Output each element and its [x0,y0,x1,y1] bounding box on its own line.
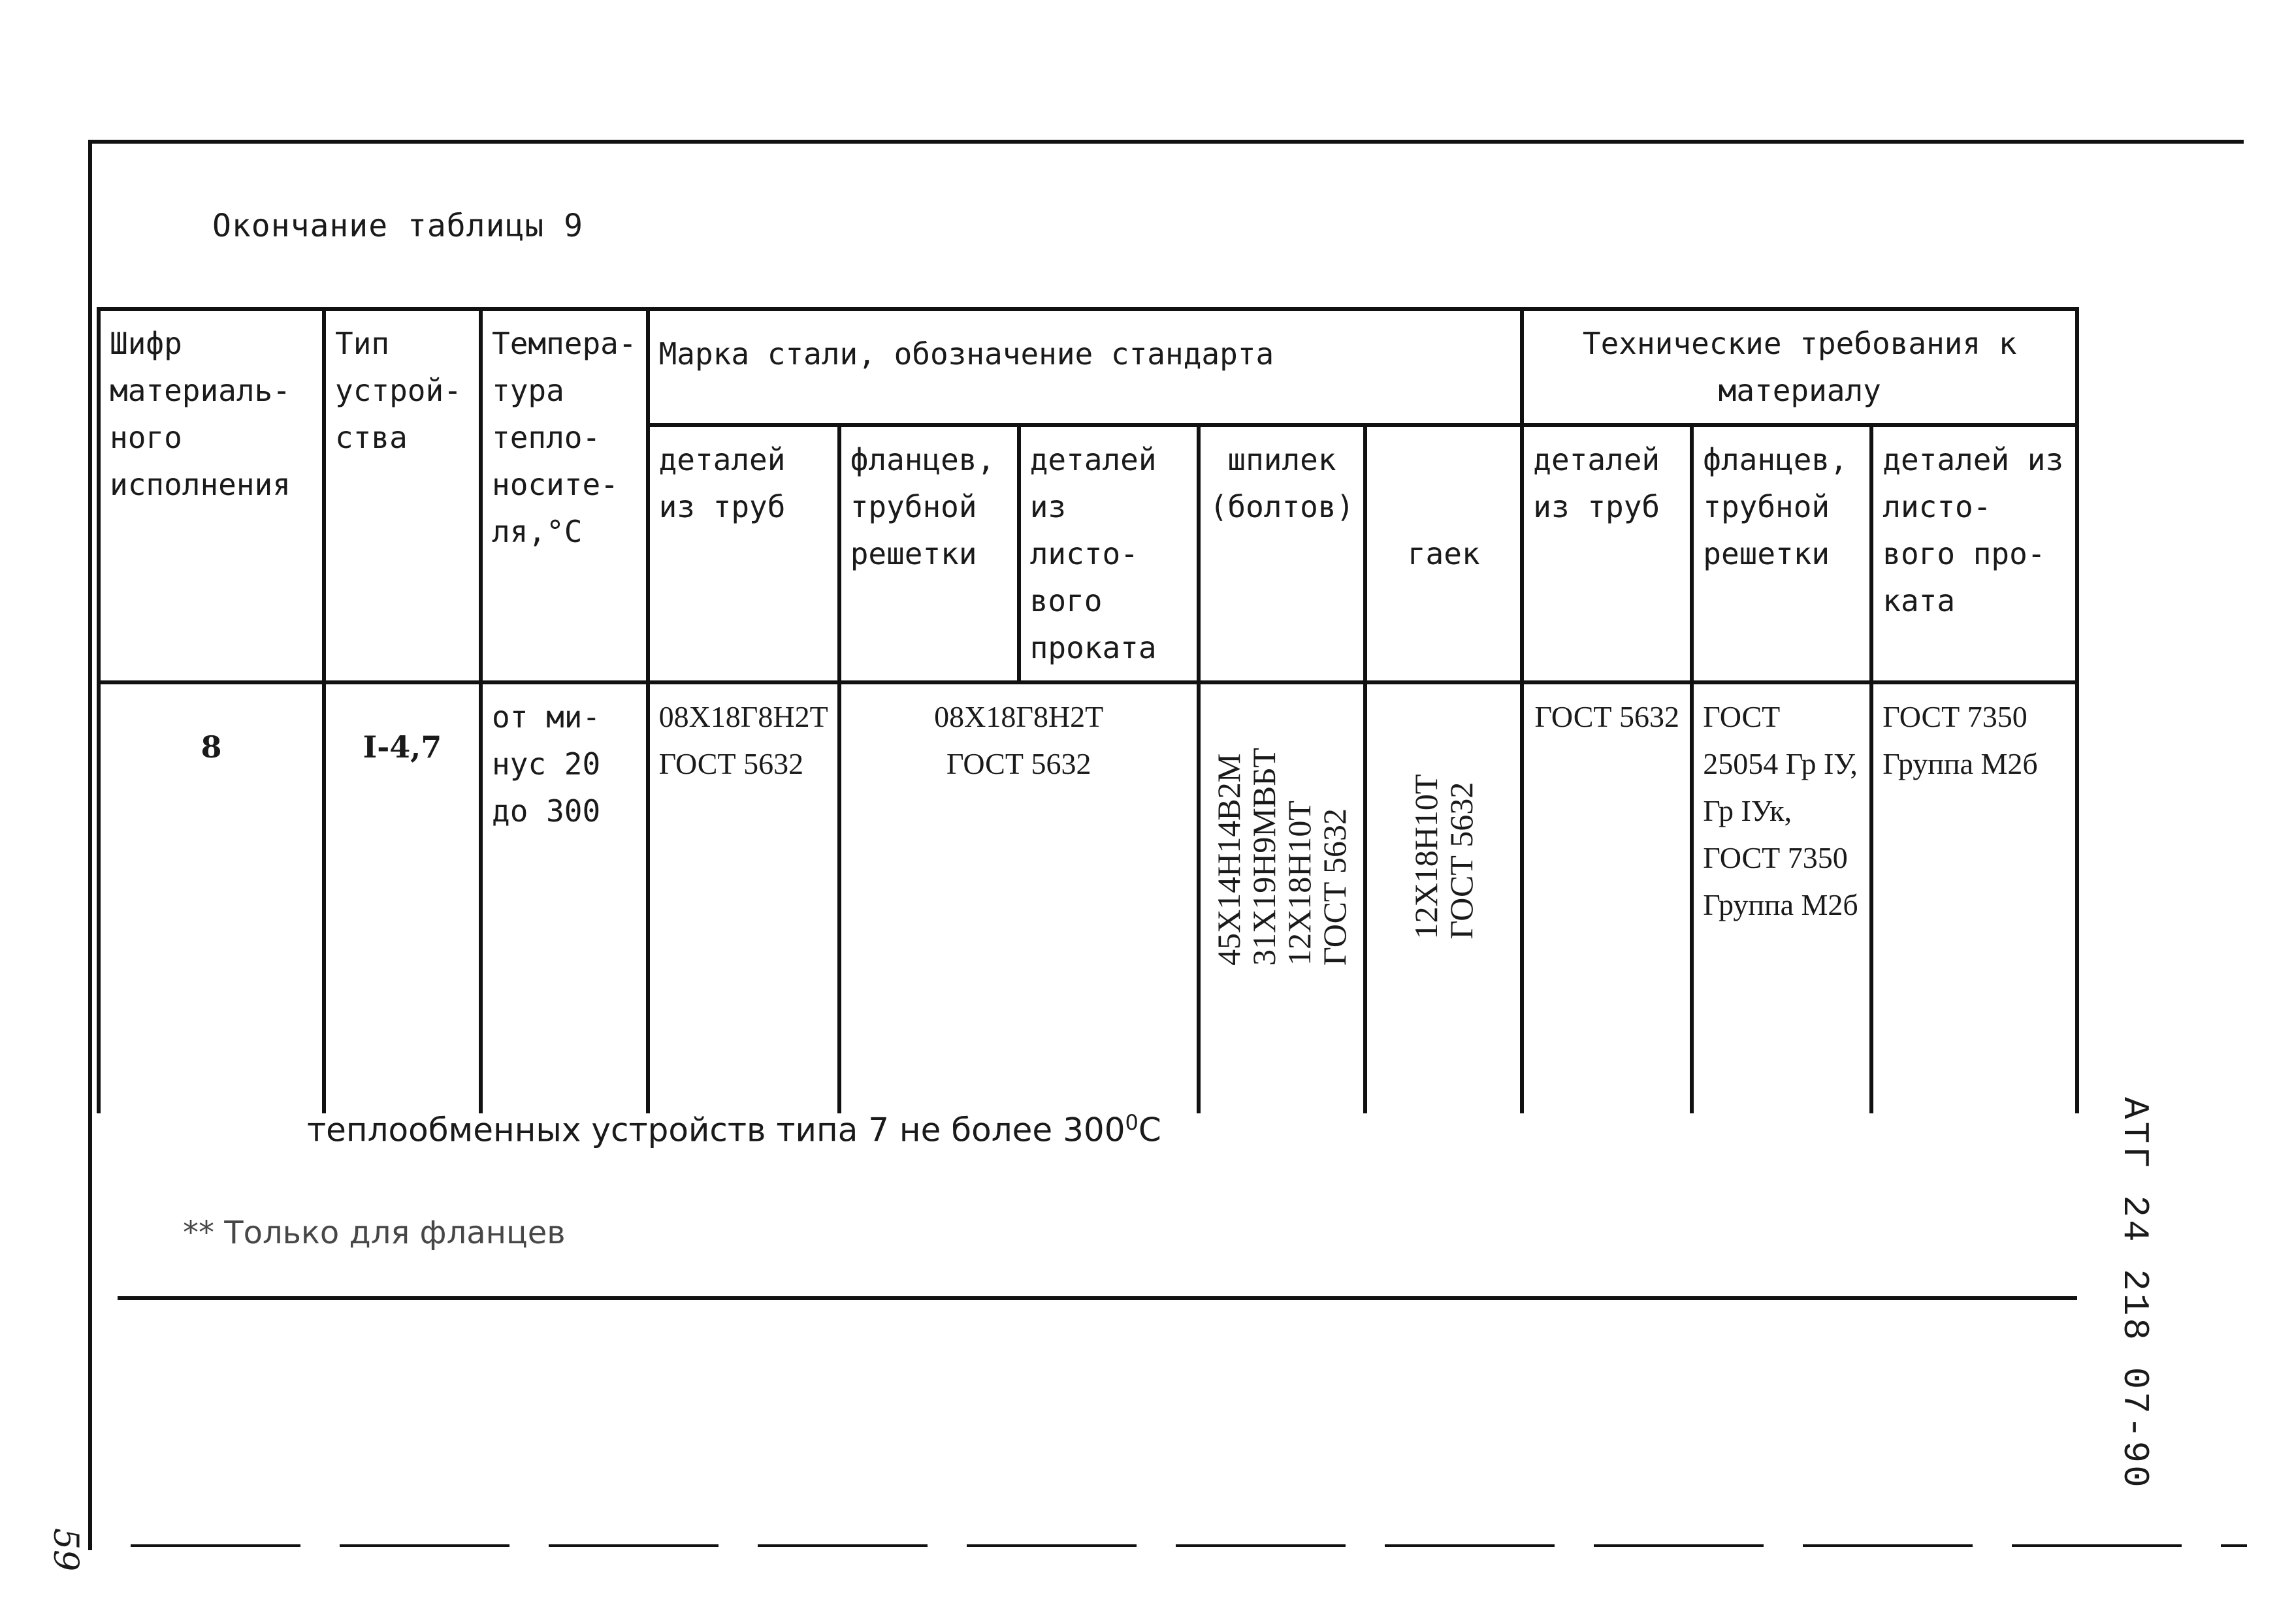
header-tech-sheet: деталей из листо- вого про- ката [1871,425,2077,682]
header-cipher: Шифр материаль- ного исполнения [99,309,324,682]
header-tech-group: Технические требования к материалу [1522,309,2077,425]
table-caption: Окончание таблицы 9 [212,208,584,244]
top-rule [88,140,2244,144]
header-steel-flanges: фланцев, трубной решетки [839,425,1019,682]
header-steel-nuts: гаек [1365,425,1522,682]
header-tech-pipes: деталей из труб [1522,425,1692,682]
cell-temperature: от ми- нус 20 до 300 [481,682,648,1113]
cell-tech-pipes: ГОСТ 5632 [1522,682,1692,1113]
header-row-1 [99,309,2077,425]
cell-steel-nuts [1365,682,1522,1113]
cell-tech-flanges: ГОСТ 25054 Гр IУ, Гр IУк, ГОСТ 7350 Группа М2б [1692,682,1871,1113]
header-steel-sheet: деталей из листо- вого проката [1019,425,1199,682]
nuts-rotated-text: 12Х18Н10Т ГОСТ 5632 [1408,774,1480,940]
cell-tech-sheet: ГОСТ 7350 Группа М2б [1871,682,2077,1113]
header-steel-group: Марка стали, обозначение стандарта [648,309,1523,425]
materials-table [97,307,2079,1113]
document-code: АТГ 24 218 07-90 [2114,1097,2156,1490]
cell-steel-studs [1199,682,1366,1113]
cell-cipher: 8 [99,682,324,1113]
header-temperature: Темпера- тура тепло- носите- ля,°С [481,309,648,682]
bottom-frame-rule [118,1296,2077,1300]
header-device-type: Тип устрой- ства [324,309,481,682]
table-row [99,682,2077,1113]
header-steel-pipes: деталей из труб [648,425,839,682]
footnote-flanges: ** Только для фланцев [183,1215,566,1251]
cell-steel-flanges-sheet: 08Х18Г8Н2Т ГОСТ 5632 [839,682,1199,1113]
bottom-dashed-rule [131,1544,2247,1547]
footnote-temperature: теплообменных устройств типа 7 не более $300^0С$ [307,1110,1161,1149]
page-number: 59 [46,1528,85,1572]
studs-rotated-text: 45Х14Н14В2М 31Х19Н9МВБТ 12Х18Н10Т ГОСТ 5632 [1210,748,1353,966]
header-steel-studs: шпилек (болтов) [1199,425,1366,682]
header-tech-flanges: фланцев, трубной решетки [1692,425,1871,682]
cell-steel-pipes: 08Х18Г8Н2Т ГОСТ 5632 [648,682,839,1113]
cell-device-type: I-4,7 [324,682,481,1113]
left-border [88,140,92,1550]
